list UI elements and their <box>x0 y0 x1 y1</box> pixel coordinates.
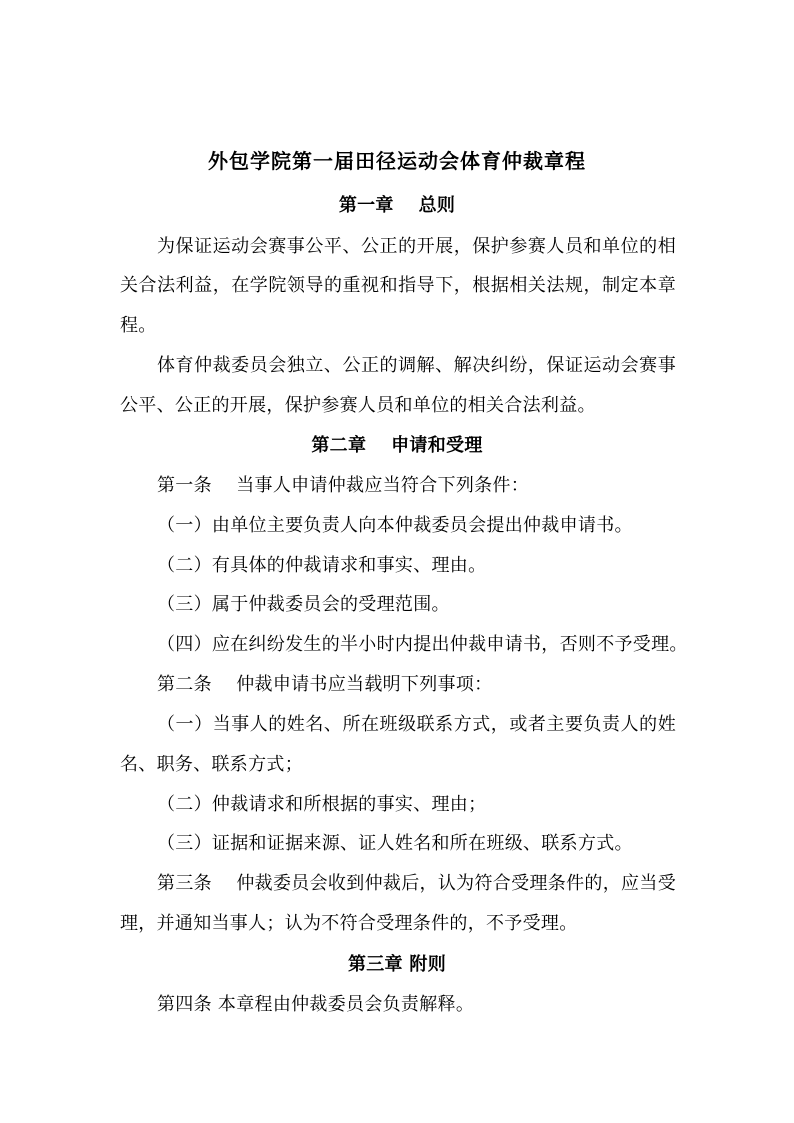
document-title: 外包学院第一届田径运动会体育仲裁章程 <box>208 149 586 173</box>
article-2-item-3: （三）证据和证据来源、证人姓名和所在班级、联系方式。 <box>157 833 633 854</box>
chapter-1-paragraph-1-line-3: 程。 <box>120 315 157 336</box>
article-1-item-4: （四）应在纠纷发生的半小时内提出仲裁申请书，否则不予受理。 <box>157 634 688 655</box>
article-1: 第一条 当事人申请仲裁应当符合下列条件： <box>157 475 530 496</box>
chapter-1-paragraph-2-line-2: 公平、公正的开展，保护参赛人员和单位的相关合法利益。 <box>120 395 596 416</box>
chapter-3-heading: 第三章 附则 <box>347 954 447 975</box>
article-2-item-2: （二）仲裁请求和所根据的事实、理由； <box>157 794 487 815</box>
chapter-2-heading: 第二章 申请和受理 <box>311 435 483 456</box>
article-2: 第二条 仲裁申请书应当载明下列事项： <box>157 674 493 695</box>
chapter-1-paragraph-1-line-2: 关合法利益，在学院领导的重视和指导下，根据相关法规，制定本章 <box>120 275 676 296</box>
chapter-1-paragraph-2-line-1: 体育仲裁委员会独立、公正的调解、解决纠纷，保证运动会赛事 <box>157 355 676 376</box>
article-1-item-1: （一）由单位主要负责人向本仲裁委员会提出仲裁申请书。 <box>157 515 633 536</box>
article-2-item-1-line-2: 名、职务、联系方式； <box>120 754 303 775</box>
article-3-line-2: 理，并通知当事人；认为不符合受理条件的，不予受理。 <box>120 913 578 934</box>
article-3-line-1: 第三条 仲裁委员会收到仲裁后，认为符合受理条件的，应当受 <box>157 873 676 894</box>
article-4: 第四条 本章程由仲裁委员会负责解释。 <box>157 994 475 1015</box>
chapter-1-heading: 第一章 总则 <box>338 195 456 216</box>
chapter-1-paragraph-1-line-1: 为保证运动会赛事公平、公正的开展，保护参赛人员和单位的相 <box>157 236 676 257</box>
article-2-item-1-line-1: （一）当事人的姓名、所在班级联系方式，或者主要负责人的姓 <box>157 714 676 735</box>
article-1-item-2: （二）有具体的仲裁请求和事实、理由。 <box>157 555 487 576</box>
article-1-item-3: （三）属于仲裁委员会的受理范围。 <box>157 594 450 615</box>
